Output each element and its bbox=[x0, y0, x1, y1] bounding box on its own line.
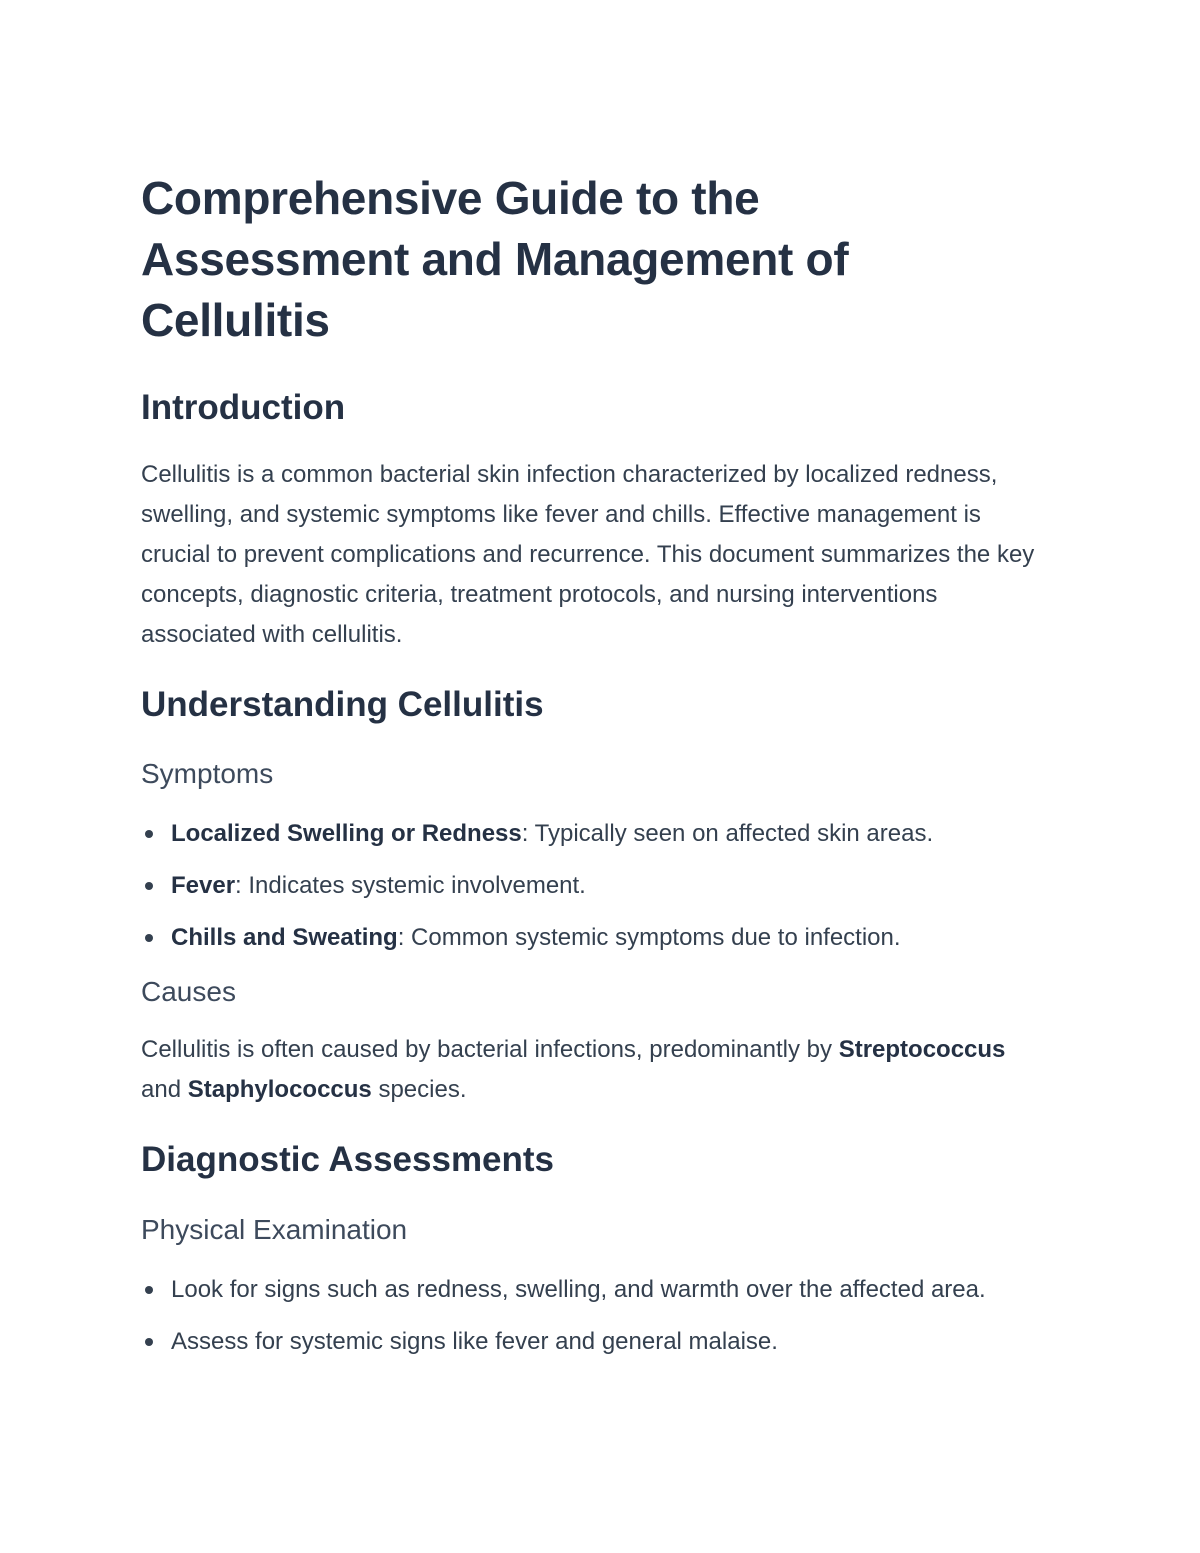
page-title: Comprehensive Guide to the Assessment and Management of Cellulitis bbox=[141, 172, 849, 346]
list-item bbox=[141, 918, 1051, 958]
symptom-description: : Common systemic symptoms due to infection. bbox=[397, 924, 901, 951]
symptom-description: : Typically seen on affected skin areas. bbox=[521, 820, 934, 847]
symptom-term: Localized Swelling or Redness bbox=[171, 820, 522, 847]
bullet-icon bbox=[145, 934, 153, 942]
symptom-term: Fever bbox=[171, 872, 236, 899]
list-item bbox=[141, 814, 1051, 854]
causes-connector: and bbox=[141, 1076, 188, 1103]
understanding-heading: Understanding Cellulitis bbox=[141, 685, 544, 724]
list-item bbox=[141, 1322, 1051, 1362]
symptoms-heading: Symptoms bbox=[141, 758, 274, 789]
causes-heading: Causes bbox=[141, 976, 236, 1007]
causes-paragraph bbox=[141, 1030, 1041, 1110]
bullet-icon bbox=[145, 1338, 153, 1346]
organism-staphylococcus: Staphylococcus bbox=[187, 1076, 372, 1103]
physical-examination-list bbox=[141, 1270, 1040, 1362]
physical-examination-heading: Physical Examination bbox=[141, 1214, 408, 1245]
list-item-text: Assess for systemic signs like fever and general malaise. bbox=[171, 1328, 778, 1355]
list-item bbox=[141, 866, 1051, 906]
diagnostic-heading: Diagnostic Assessments bbox=[141, 1140, 555, 1179]
introduction-heading: Introduction bbox=[141, 388, 346, 427]
list-item-text: Look for signs such as redness, swelling, and warmth over the affected area. bbox=[171, 1276, 986, 1303]
introduction-paragraph: Cellulitis is a common bacterial skin infection characterized by localized redness, swelling, and systemic symptoms like fever and chills. Effective management is crucial to prevent complications and recurrence. This document summarizes the key concepts, diagnostic criteria, treatment protocols, and nursing interventions associated with cellulitis. bbox=[141, 461, 1035, 648]
organism-streptococcus: Streptococcus bbox=[838, 1036, 1006, 1063]
bullet-icon bbox=[145, 1286, 153, 1294]
list-item bbox=[141, 1270, 1051, 1310]
bullet-icon bbox=[145, 830, 153, 838]
symptom-term: Chills and Sweating bbox=[171, 924, 398, 951]
bullet-icon bbox=[145, 882, 153, 890]
symptoms-list bbox=[141, 814, 1040, 958]
causes-text: Cellulitis is often caused by bacterial infections, predominantly by bbox=[141, 1036, 839, 1063]
symptom-description: : Indicates systemic involvement. bbox=[235, 872, 586, 899]
causes-text-end: species. bbox=[371, 1076, 467, 1103]
